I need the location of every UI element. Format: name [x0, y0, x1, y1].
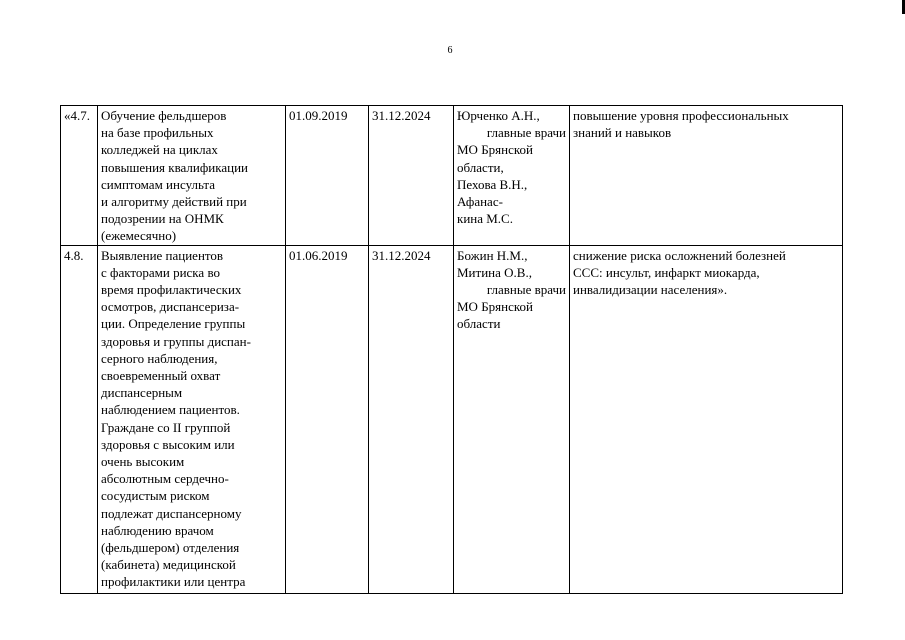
activity-line: серного наблюдения,	[101, 350, 218, 366]
end-date-cell	[369, 245, 454, 593]
page-number: 6	[447, 45, 453, 56]
activity-line: абсолютным сердечно-	[101, 471, 229, 487]
responsible-line: МО Брянской	[457, 299, 533, 315]
responsible-line: Божин Н.М.,	[457, 247, 528, 263]
responsible-cell	[454, 245, 570, 593]
activity-line: Обучение фельдшеров	[101, 108, 227, 123]
table-row	[61, 106, 843, 246]
responsible-line: Митина О.В.,	[457, 264, 532, 280]
activity-line: наблюдению врачом	[101, 522, 214, 538]
activity-line: очень высоким	[101, 454, 185, 470]
activity-line: своевременный охват	[101, 368, 221, 384]
activity-cell	[98, 245, 286, 593]
responsible-line: Афанас-	[457, 194, 503, 210]
activity-line: подлежат диспансерному	[101, 505, 242, 521]
activity-line: здоровья и группы диспан-	[101, 333, 251, 349]
measures-table	[60, 105, 843, 594]
result-cell	[570, 245, 843, 593]
activity-cell	[98, 106, 286, 246]
responsible-cell	[454, 106, 570, 246]
table-row	[61, 245, 843, 593]
activity-line: повышения квалификации	[101, 159, 249, 175]
start-date-cell	[286, 245, 369, 593]
activity-line: профилактики или центра	[101, 574, 246, 590]
end-date: 31.12.2024	[372, 108, 431, 123]
responsible-line: области,	[457, 159, 504, 175]
activity-line: осмотров, диспансериза-	[101, 299, 240, 315]
activity-line: и алгоритму действий при	[101, 194, 247, 210]
result-line: снижение риска осложнений болезней	[573, 247, 786, 263]
row-number: «4.7.	[64, 108, 90, 123]
result-line: знаний и навыков	[573, 125, 672, 141]
activity-line: Граждане со II группой	[101, 419, 231, 435]
activity-line: (ежемесячно)	[101, 228, 177, 244]
result-line: ССС: инсульт, инфаркт миокарда,	[573, 264, 760, 280]
activity-line: с факторами риска во	[101, 264, 220, 280]
activity-line: наблюдением пациентов.	[101, 402, 240, 418]
result-line: инвалидизации населения».	[573, 282, 728, 298]
row-number-cell	[61, 245, 98, 593]
responsible-line: МО Брянской	[457, 142, 533, 158]
responsible-line: Юрченко А.Н.,	[457, 108, 540, 123]
activity-line: здоровья с высоким или	[101, 436, 235, 452]
start-date: 01.06.2019	[289, 247, 348, 263]
result-cell	[570, 106, 843, 246]
activity-line: Выявление пациентов	[101, 247, 224, 263]
activity-line: симптомам инсульта	[101, 176, 216, 192]
activity-line: сосудистым риском	[101, 488, 210, 504]
activity-line: ции. Определение группы	[101, 316, 246, 332]
start-date-cell	[286, 106, 369, 246]
activity-line: подозрении на ОНМК	[101, 211, 224, 227]
activity-line: (кабинета) медицинской	[101, 557, 236, 573]
responsible-line: области	[457, 316, 501, 332]
activity-line: колледжей на циклах	[101, 142, 218, 158]
start-date: 01.09.2019	[289, 108, 348, 123]
row-number: 4.8.	[64, 247, 84, 263]
activity-line: диспансерным	[101, 385, 183, 401]
end-date-cell	[369, 106, 454, 246]
result-line: повышение уровня профессиональных	[573, 108, 789, 123]
activity-line: время профилактических	[101, 282, 242, 298]
responsible-line: кина М.С.	[457, 211, 513, 227]
responsible-line: главные врачи	[486, 125, 566, 141]
row-number-cell	[61, 106, 98, 246]
end-date: 31.12.2024	[372, 247, 431, 263]
responsible-line: Пехова В.Н.,	[457, 176, 528, 192]
activity-line: (фельдшером) отделения	[101, 540, 240, 556]
activity-line: на базе профильных	[101, 125, 214, 141]
responsible-line: главные врачи	[486, 282, 566, 298]
